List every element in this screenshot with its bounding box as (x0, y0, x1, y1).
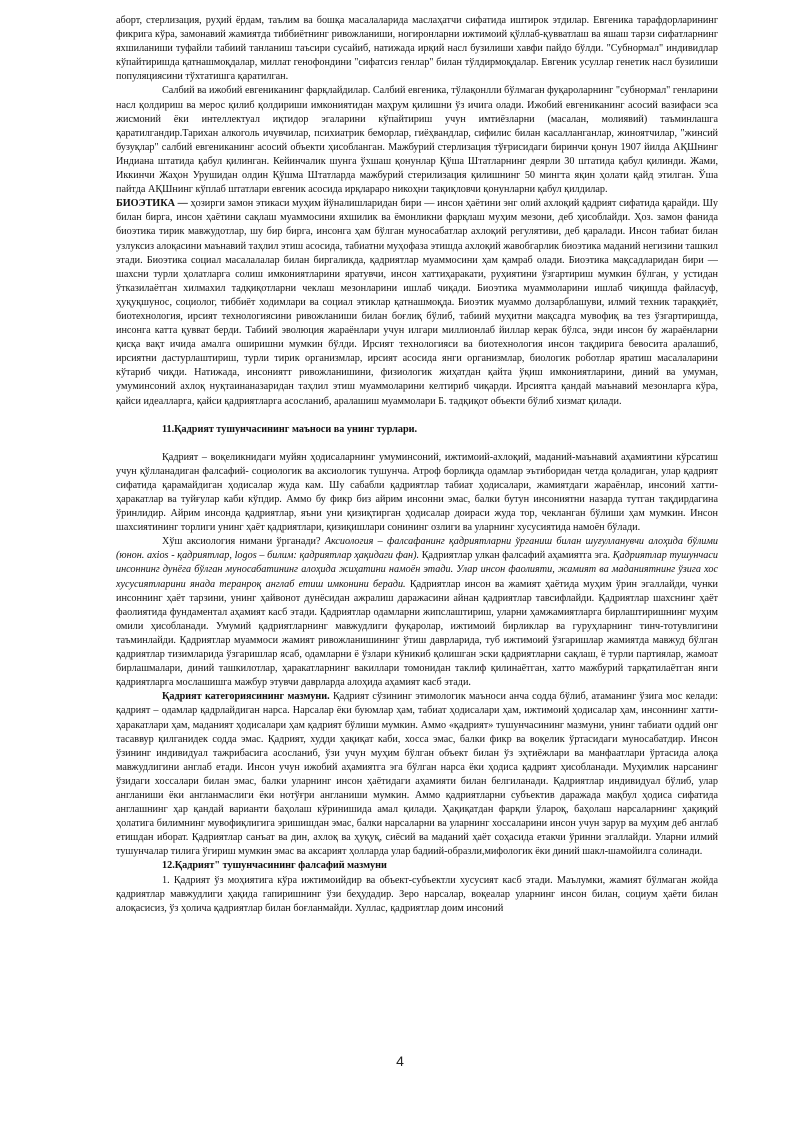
page-number: 4 (396, 1053, 404, 1069)
paragraph-axiology (116, 535, 718, 690)
paragraph-value-philosophy: 1. Қадрият ўз моҳиятига кўра ижтимоийдир ва объект-субъектли хусусият касб этади. Маълумки, жамият бўлмаган жойда қадриятлар мавжудлиги ҳақида гапиришнинг ўзи беҳудадир. Зеро нарсалар, воқеалар уларнинг инсон билан, социум ҳаёти билан алоқасисиз, ўз ҳолича қадриятлар билан боғланмайди. Хуллас, қадриятлар доим инсоний (116, 874, 718, 914)
paragraph-eugenics-types: Салбий ва ижобий евгениканинг фарқлайдилар. Салбий евгеника, тўлақонлли бўлмаган фуқароларнинг "субнормал" генларини насл қолдириш ва мерос қилиб қолдириши имкониятидан маҳрум қилишни ўз ичига олади. Ижобий евгениканинг асосий вазифаси эса жисмоний ёки интеллектуал иқтидор эгаларини кўпайтириш учун имтиёзларни (масалан, молиявий) таъминлашга қаратилгандир.Тарихан алкоголь ичувчилар, психиатрик беморлар, гиёҳвандлар, сифилис билан касалланганлар, жиноятчилар, "жинсий бузуқлар" салбий евгениканинг асосий объекти ҳисобланган. Мажбурий стерлизация тўғрисидаги биринчи қонун 1907 йилда АҚШнинг Индиана штатида қабул қилинган. Кейинчалик шунга ўхшаш қонунлар Қўша Штатларнинг деярли 30 штатида қабул қилинди. Жами, Иккинчи Жаҳон Урушидан олдин Қўшма Штатларда мажбурий стерилизация қилишнинг 50 мингта яқин ҳолати қайд этилган. Ўша пайтда АҚШнинг кўплаб штатлари евгеник асосида ирқлараро никоҳни тақиқловчи қонунларни қабул қилдилар. (116, 85, 718, 196)
section-heading-11: 11.Қадрият тушунчасининг маъноси ва унинг турлари. (162, 423, 418, 435)
axiology-question: Хўш аксиология нимани ўрганади? (162, 536, 325, 548)
paragraph-bioethics (116, 197, 718, 408)
paragraph-value-definition: Қадрият – воқеликнидаги муйян ҳодисаларнинг умуминсоний, ижтимоий-ахлоқий, маданий-маънавий аҳамиятини кўрсатиш учун қўлланадиган фалсафий- социологик ва аксиологик тушунча. Атроф борлиқда одамлар эътиборидан четда қоладиган, улар қадрият сифатида қарамайдиган ҳодисалар жуда кам. Шу сабабли қадриятлар табиат ҳодисалари, жамиятдаги жараёнлар, инсоний хатти-ҳаракатлар ва туйғулар каби кўпдир. Аммо бу фикр биз айрим инсонни эмас, балки бутун инсониятни назарда тутган тақдирдагина ўринлидир. Айрим инсонда қадриятлар, яъни уни қизиқтирган ҳодисалар доираси жуда тор, чекланган бўлиши ҳам мумкин. Инсон шахсиятининг торлиги унинг ҳаёт қадриятлари, қизиқишлари сонининг озлиги ва уларнинг хусусиятида намоён бўлади. (116, 451, 718, 534)
axiology-emphasis: Қадриятлар тушунчаси инсоннинг дунёга бўлган муносабатининг алоҳида жиҳатини намоён этади. Улар инсон фаолияти, жамият ва маданиятнинг ўзига хос хусусиятларини янада теранроқ англаб етиш имконини беради. (116, 550, 718, 590)
value-category-text: Қадрият сўзининг этимологик маъноси анча содда бўлиб, атаманинг ўзига мос келади: қадрият – одамлар қадрлайдиган нарса. Нарсалар ёки буюмлар ҳам, табиат ҳодисалари ҳам, ижтимоий ҳодисалар ҳам, инсоннинг хатти-ҳаракатлари ҳам, маданият ҳодисалари ҳам қадрият бўлиши мумкин. Аммо «қадрият» тушунчасининг мазмуни, унинг табиати оддий онг тасаввур қилганидек содда эмас. Қадрият, худди ҳақиқат каби, хосса эмас, балки фикр ва воқелик ўртасидаги муносабатдир. Инсон ўзининг индивидуал тажрибасига асосланиб, ўзи учун муҳим бўлган объект билан ўз эҳтиёжлари ва манфаатлари ўртасида алоқа мавжудлигини англаб етади. Инсон учун ижобий аҳамиятга эга бўлган нарса ёки ҳодиса қадрият ҳисобланади. Муҳимлик нарсанинг ўзидаги хоссалари билан эмас, балки уларнинг инсон ҳаётидаги аҳамияти билан белгиланади. Қадриятлар индивидуал бўлиб, улар англаниши ёки англанмаслиги ёки нотўғри англаниши мумкин. Аммо қадриятларни субъектив даражада мақбул ҳодиса сифатида англашнинг ҳар қандай варианти баҳолаш кўринишида амал қилади. Ҳақиқатдан фарқли ўлароқ, баҳолаш нарсаларнинг ҳақиқий ҳолатига билимнинг мувофиқлигига эришишдан эмас, балки нарсаларни ва уларнинг хоссаларини инсон учун зарур ва муҳим деб англаб етишдан иборат. Қадриятлар санъат ва дин, ахлоқ ва ҳуқуқ, сиёсий ва маданий ҳаёт соҳасида етакчи ўринни эгаллайди. Уларни илмий тушунчалар тилига ўгириш мумкин эмас ва аксарият ҳолларда улар бадиий-образли,мифологик ёки диний шакл-шамойилга солинади. (116, 691, 718, 858)
section-heading-12: 12.Қадрият" тушунчасининг фалсафий мазмуни (162, 860, 387, 872)
paragraph-eugenics-intro: аборт, стерлизация, руҳий ёрдам, таълим ва бошқа масалаларида маслаҳатчи сифатида иштирок этдилар. Евгеника тарафдорларининг фикрига кўра, замонавий жамиятда тиббиётнинг ривожланиши, ногиронларни ижтимоий қўллаб-қувватлаш ва яшаш тарзи сифатларнинг яхшиланиши туфайли табиий танланиш таъсири сусайиб, натижада ирқий насл бузилиши хавфи пайдо бўлди. "Субнормал" индивидлар кўпайтиришда қатнашмоқдалар, миллат генофондини "сифатсиз генлар" билан тўлдирмоқдалар. Евгеник усуллар генетик насл бузилиши популяциясини тўхтатишга қаратилган. (116, 15, 718, 83)
bioethics-term: БИОЭТИКА — (116, 198, 188, 210)
bioethics-definition: ҳозирги замон этикаси муҳим йўналишларидан бири — инсон ҳаётини энг олий ахлоқий қадрият сифатида қарайди. Шу билан бирга, инсон ҳаётини сақлаш муаммосини яхшилик ва ёмонликни фарқлаш муҳим мезони, деб ҳисоблайди. Ҳоз. замон фанида биоэтика тирик мавжудотлар, шу бир бирга, инсонга ҳам бўлган муносабатлар ахлоқий регулятиви, деб қаралади. Инсон табиат билан узлуксиз алоқасини маънавий таҳлил этиш асосида, табиатни муҳофаза этишда ахлоқий жавобгарлик биоэтика маданий негизини ташкил этади. Биоэтика социал масалалалар билан биргаликда, қадриятлар муаммосини ҳам қамраб олади. Биоэтика мақсадларидан бири — шахсни турли ҳолатларга солиш имкониятларини яратувчи, инсон хаттиҳаракати, руҳиятини ўзгартириш мумкин бўлган, у устидан ўтказилаётган хилмахил тадқиқотларни чеклаш мезонларини ишлаб чиқади. Биоэтика муаммоларини ишлаб чиқишда файласуф, ҳуқуқшунос, социолог, тиббиёт ходимлари ва социал этиклар қатнашмоқда. Биоэтик муаммо долзарблашуви, илмий техник тараққиёт, биотехнология, ирсият технологиясини ривожланиши билан боғлиқ бўлиб, табиий муҳитни мақсадга мувофиқ ва тез ўзгартиришда, инсонга катта қувват берди. Табиий эволюция жараёнлари учун илгари миллионлаб йиллар керак бўлса, энди инсон бу жараёнларни қисқа вақт ичида амалга оширишни мумкин бўлди. Ирсият технологияси ва биотехнология инсон тақдирига бевосита аралашиб, ирсиятни дастурлаштириш, турли тирик организмлар, ирсият асосида янги организмлар, биологик роботлар яратиш масалаларини кўтариб чиқди. Натижада, инсониятт ривожланишини, физиологик жиҳатдан қайта ўқиш имкониятларини, диний ва умуман, умуминсоний ахлоқ нуқтаинаназаридан таҳлил этиш муаммоларини келтириб чиқарди. Ирсиятга қандай маънавий мезонларга кўра, қайси идеалларга, қайси қадриятларга асосланиб, аралашиш муаммолари Б. тадқиқот объекти бўлиб хизмат қилади. (116, 198, 718, 407)
axiology-significance: Қадриятлар улкан фалсафий аҳамиятга эга. (419, 550, 613, 562)
value-category-title: Қадрият категориясининг мазмуни. (162, 691, 330, 703)
axiology-definition: Аксиология – фалсафанинг қадриятларни ўрганиш билан шуғулланувчи алоҳида бўлими (юнон. axios - қадриятлар, logos – билим: қадриятлар ҳақидаги фан). (116, 536, 718, 562)
paragraph-value-category (116, 690, 718, 859)
axiology-continuation: Қадриятлар инсон ва жамият ҳаётида муҳим ўрин эгаллайди, чунки инсоннинг ҳаёт тарзини, унинг ҳайвонот дунёсидан ажралиш даражасини айнан қадриятлар тавсифлайди. Қадриятлар шахснинг ҳаёт фаолиятида фундаментал аҳамият касб этади. Қадриятлар одамларни жипслаштириш, уларни ҳамжамиятларга бирлаштиришнинг муҳим омили ҳисобланади. Умумий қадриятларнинг мавжудлиги фуқаролар, ижтимоий бирликлар ва гуруҳларнинг тинч-тотувлигини таъминлайди. Қадриятлар муаммоси жамият ривожланишининг ўтиш даврларида, туб ижтимоий ўзгаришлар жамиятда мавжуд бўлган қадриятлар тизимларида ўзгаришлар ясаб, одамларни ё ўзлари кўникиб қолишган эски қадриятларни сақлаш, ё турли партиялар, жамоат бирлашмалари, диний ташкилотлар, ҳаракатларнинг вакиллари томонидан таклиф қилинаётган, хатто мажбурий тарқатилаётган янги қадриятларга мослашишга мажбур этувчи даврларда алоҳида аҳамият касб этади. (116, 578, 719, 689)
